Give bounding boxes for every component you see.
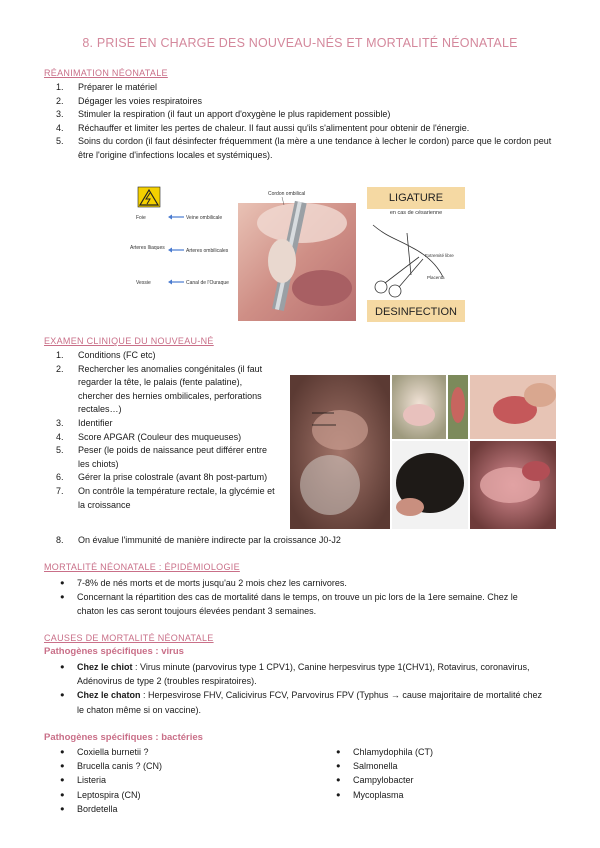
- list-item: 5. Peser (le poids de naissance peut différer entre les chiots): [56, 445, 267, 469]
- section-heading-mortalite: MORTALITÉ NÉONATALE : ÉPIDÉMIOLOGIE: [44, 562, 240, 572]
- cordon-label: Cordon ombilical: [268, 191, 306, 197]
- ligature-subtitle: en cas de césarienne: [389, 210, 443, 216]
- figure-label-left: Foie: [136, 215, 146, 221]
- list-item: 1. Préparer le matériel: [56, 82, 158, 92]
- scissors-icon: [373, 225, 443, 297]
- reanimation-list: [56, 81, 556, 163]
- warning-icon: [138, 187, 160, 207]
- list-item: ● Chez le chaton : Herpesvirose FHV, Calicivirus FCV, Parvovirus FPV (Typhus → cause majoritaire de mortalité chez le chaton même si on vaccine).: [60, 688, 544, 716]
- list-item: ● Coxiella burnetii ?: [60, 745, 300, 759]
- ligature-note: Placenta: [427, 275, 445, 280]
- list-item: ● Chlamydophila (CT): [336, 745, 536, 759]
- ligature-figure: [367, 187, 465, 322]
- list-item: ● Concernant la répartition des cas de mortalité dans le temps, on trouve un pic lors de la 1ere semaine. Chez le chaton les cas seront toujours élevées pendant 3 semaines.: [60, 590, 540, 618]
- figure-label-right: Veine ombilicale: [186, 215, 223, 221]
- list-item: 2. Dégager les voies respiratoires: [56, 95, 203, 106]
- list-item: ● Chez le chiot : Virus minute (parvovirus type 1 CPV1), Canine herpesvirus type 1(CHV1), Rotavirus, coronavirus, Adénovirus de type 2 (troubles respiratoires).: [60, 660, 544, 688]
- subsection-bacteries: Pathogènes spécifiques : bactéries: [44, 732, 203, 743]
- list-item: ● Mycoplasma: [336, 788, 536, 802]
- bacteria-list-left: [60, 745, 300, 816]
- examen-list: [56, 349, 278, 512]
- section-heading-examen: EXAMEN CLINIQUE DU NOUVEAU-NÉ: [44, 336, 214, 346]
- umbilical-cord-figure: [112, 183, 357, 323]
- section-heading-reanimation: RÉANIMATION NÉONATALE: [44, 68, 168, 78]
- figure-label-right: Arteres ombilicales: [186, 248, 229, 254]
- virus-list: [60, 660, 544, 717]
- list-item: 6. Gérer la prise colostrale (avant 8h post-partum): [56, 472, 268, 483]
- examen-list-continued: [56, 534, 556, 548]
- list-item: ● 7-8% de nés morts et de morts jusqu'au 2 mois chez les carnivores.: [60, 576, 540, 590]
- newborn-photo-collage: [290, 375, 556, 529]
- list-item: ● Listeria: [60, 773, 300, 787]
- desinfection-label: DESINFECTION: [375, 306, 457, 318]
- page-title: 8. PRISE EN CHARGE DES NOUVEAU-NÉS ET MORTALITÉ NÉONATALE: [82, 36, 518, 50]
- section-heading-causes: CAUSES DE MORTALITÉ NÉONATALE: [44, 633, 214, 643]
- list-item: ● Brucella canis ? (CN): [60, 759, 300, 773]
- list-item: 3. Identifier: [56, 417, 113, 428]
- figure-label-right: Canal de l'Ouraque: [186, 280, 229, 286]
- figure-label-left: Arteres Iliaques: [130, 245, 165, 251]
- list-item: ● Leptospira (CN): [60, 788, 300, 802]
- list-item: 3. Stimuler la respiration (il faut un apport d'oxygène le plus rapidement possible): [56, 109, 391, 120]
- subsection-virus: Pathogènes spécifiques : virus: [44, 646, 184, 657]
- list-item: 1. Conditions (FC etc): [56, 350, 156, 360]
- list-item: ● Campylobacter: [336, 773, 536, 787]
- list-item: ● Bordetella: [60, 802, 300, 816]
- list-item: 4. Réchauffer et limiter les pertes de chaleur. Il faut aussi qu'ils s'alimentent pour obtenir de l'énergie.: [56, 122, 470, 133]
- mortalite-list: [60, 576, 540, 619]
- list-item: 4. Score APGAR (Couleur des muqueuses): [56, 431, 242, 442]
- bacteria-list-right: [336, 745, 536, 802]
- ligature-note: Extremité libre: [425, 253, 454, 258]
- list-item: 5. Soins du cordon (il faut désinfecter fréquemment (la mère a une tendance à lecher le cordon) parce que le cordon peut être l'origine d'infections locales et systémiques).: [56, 136, 552, 160]
- list-item: 8. On évalue l'immunité de manière indirecte par la croissance J0-J2: [56, 535, 341, 545]
- list-item: 7. On contrôle la température rectale, la glycémie et la croissance: [56, 485, 275, 510]
- figure-label-left: Vessie: [136, 280, 151, 286]
- list-item: ● Salmonella: [336, 759, 536, 773]
- ligature-title: LIGATURE: [388, 192, 444, 204]
- list-item: 2. Rechercher les anomalies congénitales (il faut regarder la tête, le palais (fente palatine), chercher des hernies ombilicales, perforations rectales…): [56, 363, 263, 415]
